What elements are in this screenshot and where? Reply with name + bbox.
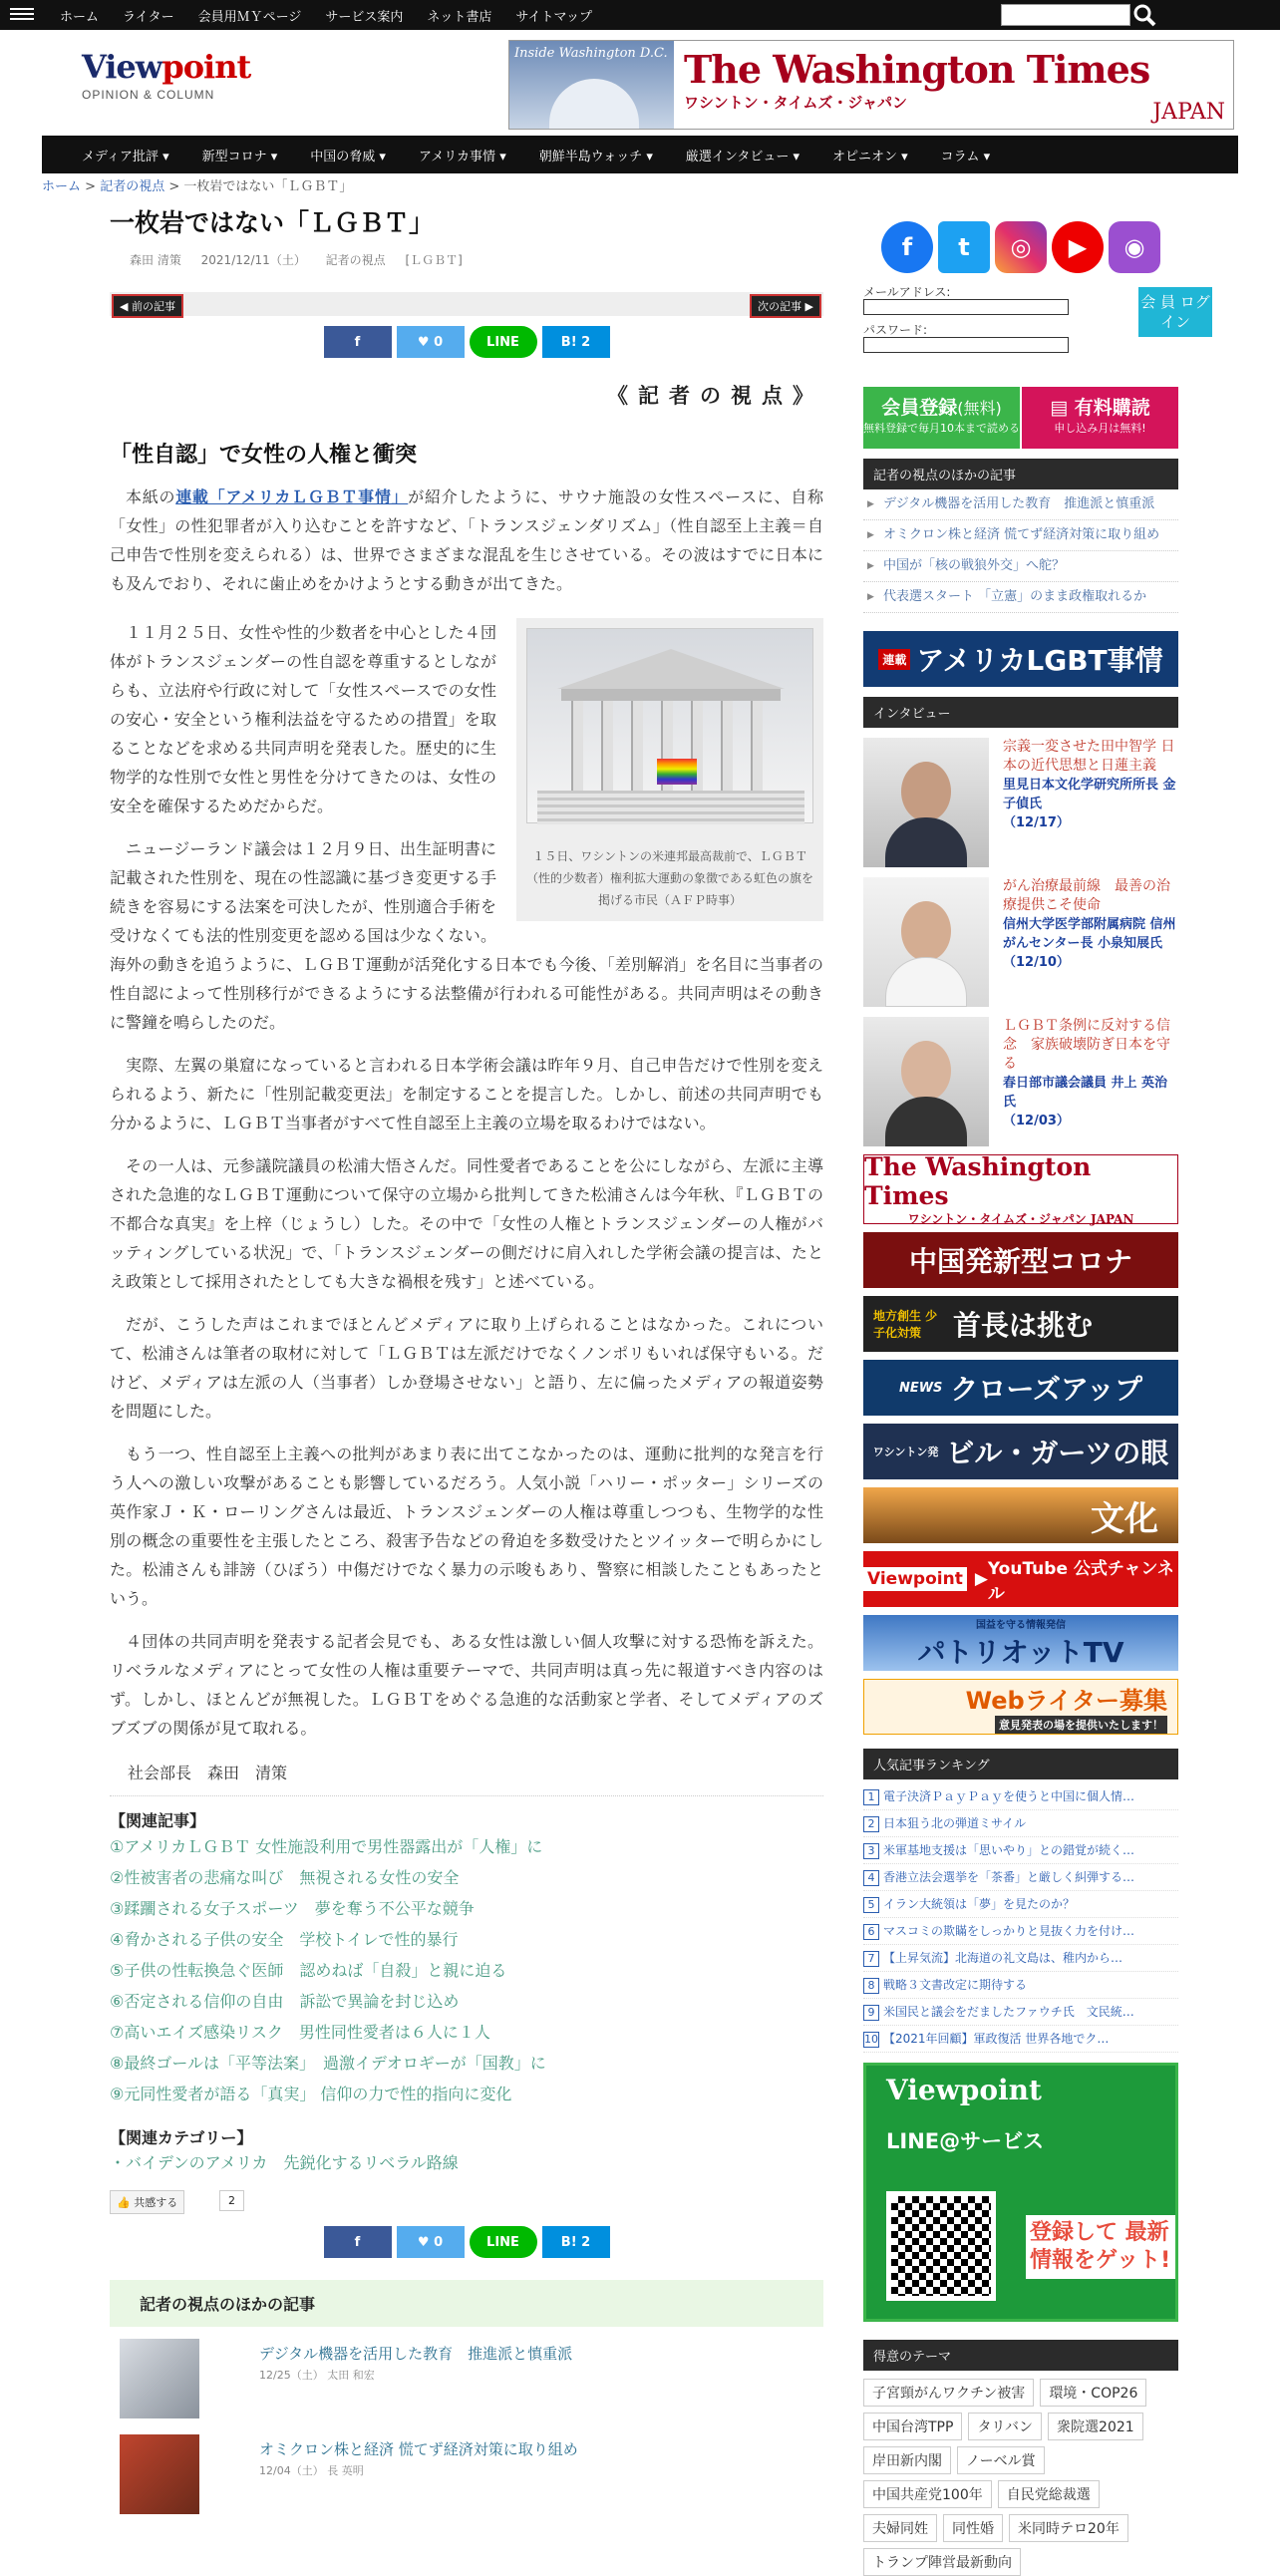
banner-japan: JAPAN (1152, 100, 1225, 125)
interview-date: （12/03） (1003, 1114, 1070, 1128)
search-button[interactable] (1130, 1, 1158, 29)
related-link[interactable]: ⑥否定される信仰の自由 訴訟で異論を封じ込め (110, 1992, 460, 2011)
top-link-bookstore[interactable]: ネット書店 (427, 9, 492, 25)
top-link-sitemap[interactable]: サイトマップ (515, 9, 592, 25)
interview-title[interactable]: がん治療最前線 最善の治療提供こそ使命 (1003, 878, 1170, 913)
line-service-banner[interactable] (863, 2063, 1178, 2322)
ranking-item[interactable] (863, 1864, 1178, 1891)
breadcrumb-current: 一枚岩ではない「ＬＧＢＴ」 (183, 179, 353, 194)
gertz-text: ビル・ガーツの眼 (946, 1437, 1169, 1469)
facebook-icon[interactable]: f (881, 221, 933, 273)
reg-tag: (無料) (957, 399, 1002, 418)
reg-big: 会員登録 (881, 397, 958, 419)
search-icon (1130, 1, 1158, 29)
more-article-date: 12/25（土） 太田 和宏 (259, 2369, 375, 2382)
corona-text: 中国発新型コロナ (908, 1245, 1132, 1278)
signature: 社会部長 森田 清策 (128, 1764, 288, 1782)
byline (130, 251, 823, 268)
date: 2021/12/11（土） (200, 253, 306, 267)
social-icons (863, 221, 1178, 273)
culture-text: 文化 (1091, 1498, 1158, 1539)
paragraph: だが、こうした声はこれまでほとんどメディアに取り上げられることはなかった。これについて、松浦さんは筆者の取材に対して「ＬＧＢＴは左派だけでなくノンポリもいれば保守もいる。だけど、メディアは左派の人（当事者）しか登場させない」と語り、左に偏ったメディアの報道姿勢を問題にした。 (110, 1315, 823, 1421)
themes-heading: 得意のテーマ (863, 2340, 1178, 2371)
top-bar (0, 0, 1280, 30)
twitter-count: 0 (434, 2234, 444, 2250)
more-article[interactable] (110, 2428, 823, 2518)
rank-number: 10 (864, 2033, 878, 2046)
rank-number: 5 (863, 1897, 879, 1913)
rank-number: 7 (863, 1951, 879, 1967)
related-category-link[interactable]: ・バイデンのアメリカ 先鋭化するリベラル路線 (110, 2153, 459, 2172)
interviewee-photo[interactable] (863, 738, 989, 867)
theme-tags (863, 2379, 1178, 2576)
interview-item[interactable] (863, 738, 1178, 867)
writer-sub: 意見発表の場を提供いたします！ (995, 1716, 1167, 1734)
twitter-icon: ♥ (417, 334, 435, 350)
breadcrumb-sep: > (81, 179, 101, 194)
yt-sub: Viewpoint (863, 1567, 967, 1591)
related-link[interactable]: ④脅かされる子供の安全 学校トイレで性的暴行 (110, 1930, 459, 1949)
breadcrumb-sep: > (164, 179, 184, 194)
line-share-button[interactable]: LINE (470, 326, 537, 358)
article-photo (516, 618, 823, 921)
p1-pre: 本紙の (126, 487, 176, 506)
banner-title: The Washington Times (684, 47, 1150, 92)
rainbow-flag-icon (657, 759, 697, 785)
web-writer-banner[interactable] (863, 1679, 1178, 1735)
line-cta: 登録して 最新情報をゲット! (1026, 2215, 1175, 2279)
mayor-text: 首長は挑む (953, 1309, 1094, 1342)
ranking-text: 電子決済ＰａｙＰａｙを使うと中国に個人情… (883, 1789, 1135, 1803)
ranking-item[interactable] (863, 1945, 1178, 1972)
photo-caption: １５日、ワシントンの米連邦最高裁前で、ＬＧＢＴ（性的少数者）権利拡大運動の象徴である虹色の旗を掲げる市民（ＡＦＰ時事） (526, 849, 814, 907)
breadcrumb-section[interactable]: 記者の視点 (100, 179, 165, 194)
closeup-sub: NEWS (898, 1380, 943, 1396)
bill-gertz-banner[interactable] (863, 1424, 1178, 1479)
top-link-writer[interactable]: ライター (123, 9, 174, 25)
side-other-heading: 記者の視点のほかの記事 (863, 459, 1178, 489)
page-title: 一枚岩ではない「ＬＧＢＴ」 (110, 208, 435, 237)
twitter-icon[interactable]: t (938, 221, 990, 273)
theme-tag[interactable]: 同性婚 (943, 2514, 1003, 2542)
youtube-banner[interactable] (863, 1551, 1178, 1607)
rank-number: 6 (863, 1924, 879, 1940)
side-other-link[interactable]: ▶ 中国が「核の戦狼外交」へ舵？ (863, 551, 1178, 582)
theme-tag[interactable]: タリバン (968, 2413, 1042, 2440)
theme-tag[interactable]: 中国共産党100年 (863, 2480, 992, 2508)
article-thumbnail[interactable] (120, 2339, 199, 2418)
prev-next-bar (110, 292, 823, 316)
ranking-item[interactable] (863, 1999, 1178, 2026)
interview-date: （12/17） (1003, 815, 1070, 830)
logo-subtitle: OPINION & COLUMN (82, 88, 215, 102)
article-thumbnail[interactable] (120, 2434, 199, 2514)
theme-tag[interactable]: 子宮頸がんワクチン被害 (863, 2379, 1034, 2407)
paragraph: 実際、左翼の巣窟になっていると言われる日本学術会議は昨年９月、自己申告だけで性別を変えられるよう、新たに「性別記載変更法」を制定することを提言した。しかし、前述の共同声明でも分かるように、ＬＧＢＴ当事者がすべて性自認至上主義の立場を取るわけではない。 (110, 1056, 823, 1132)
theme-tag[interactable]: 衆院選2021 (1048, 2413, 1143, 2440)
rank-number: 1 (863, 1789, 879, 1805)
series-name: アメリカLGBT事情 (916, 644, 1163, 677)
ranking-text: 香港立法会選挙を「茶番」と厳しく糾弾する… (883, 1870, 1135, 1884)
menu-icon[interactable] (10, 5, 34, 25)
ranking-item[interactable] (863, 1891, 1178, 1918)
ranking-heading: 人気記事ランキング (863, 1749, 1178, 1779)
side-other-link[interactable]: ▶ デジタル機器を活用した教育 推進派と慎重派 (863, 489, 1178, 520)
top-link-mypage[interactable]: 会員用ＭＹページ (197, 9, 302, 25)
share-bar-bottom (110, 2226, 823, 2258)
paragraph (110, 483, 823, 598)
nav-interview[interactable]: 厳選インタビュー ▾ (685, 149, 800, 164)
top-link-home[interactable]: ホーム (60, 9, 100, 25)
banner-inside-text: Inside Washington D.C. (514, 46, 668, 61)
side-other-link[interactable]: ▶ オミクロン株と経済 慌てず経済対策に取り組め (863, 520, 1178, 551)
paid-subscribe-button[interactable] (1022, 387, 1178, 449)
nav-corona[interactable]: 新型コロナ ▾ (201, 149, 278, 164)
paragraph: ４団体の共同声明を発表する記者会見でも、ある女性は激しい個人攻撃に対する恐怖を訴えた。リベラルなメディアにとって女性の人権は重要テーマで、共同声明は真っ先に報道すべき内容のはず。しかし、ほとんどが無視した。ＬＧＢＴをめぐる急進的な活動家と学者、そしてメディアのズブズブの関係が見て取れる。 (110, 1632, 823, 1738)
related-heading: 【関連記事】 (110, 1811, 206, 1830)
top-links (60, 0, 616, 30)
interviewee-photo[interactable] (863, 877, 989, 1007)
interview-title[interactable]: ＬＧＢＴ条例に反対する信念 家族破壊防ぎ日本を守る (1003, 1018, 1170, 1072)
related-link[interactable]: ⑦高いエイズ感染リスク 男性同性愛者は６人に１人 (110, 2023, 490, 2042)
washington-times-side-banner[interactable] (863, 1151, 1178, 1226)
password-field[interactable] (863, 337, 1069, 353)
free-register-button[interactable] (863, 387, 1020, 449)
email-label: メールアドレス: (863, 285, 951, 299)
line-share-button[interactable]: LINE (470, 2226, 537, 2258)
logo-text-b: point (161, 48, 251, 86)
more-article-date: 12/04（土） 長 英明 (259, 2464, 364, 2477)
interview-title[interactable]: 宗義一変させた田中智学 日本の近代思想と日蓮主義 (1003, 739, 1175, 774)
more-article-title[interactable]: デジタル機器を活用した教育 推進派と慎重派 (259, 2345, 573, 2363)
nav-korea[interactable]: 朝鮮半島ウォッチ ▾ (538, 149, 653, 164)
related-link[interactable]: ⑧最終ゴールは「平等法案」 過激イデオロギーが「国教」に (110, 2054, 546, 2073)
more-article[interactable] (110, 2333, 823, 2422)
podcast-icon[interactable]: ◉ (1109, 221, 1160, 273)
theme-tag[interactable]: 夫婦同姓 (863, 2514, 937, 2542)
facebook-share-button[interactable]: f (324, 326, 392, 358)
qr-code-icon (886, 2191, 996, 2301)
ranking-item[interactable] (863, 1972, 1178, 1999)
ranking-item[interactable] (863, 1810, 1178, 1837)
main-nav (42, 136, 1238, 173)
ranking-text: 【2021年回顧】軍政復活 世界各地でク… (883, 2032, 1110, 2046)
patriot-sub: 国益を守る情報発信 (976, 1619, 1066, 1631)
ranking-text: 米国民と議会をだましたファウチ氏 文民統… (883, 2005, 1134, 2019)
section-label: 《記者の視点》 (607, 383, 823, 408)
like-widget (110, 2190, 823, 2212)
twitter-icon: ♥ (417, 2234, 435, 2250)
theme-tag[interactable]: トランプ陣営最新動向 (863, 2548, 1021, 2576)
breadcrumb (42, 175, 352, 194)
mayor-banner[interactable] (863, 1296, 1178, 1352)
nav-column[interactable]: コラム ▾ (940, 149, 991, 164)
facebook-share-button[interactable]: f (324, 2226, 392, 2258)
interviewee: 信州大学医学部附属病院 信州がんセンター長 小泉知展氏 (1003, 917, 1176, 951)
interviewee-photo[interactable] (863, 1017, 989, 1146)
rank-number: 8 (863, 1978, 879, 1994)
ranking-item[interactable] (863, 2026, 1178, 2053)
login-button[interactable]: 会 員 ログイン (1138, 287, 1212, 337)
ranking-text: 【上昇気流】北海道の礼文島は、稚内から… (883, 1951, 1123, 1965)
related-link[interactable]: ⑤子供の性転換急ぐ医師 認めねば「自殺」と親に迫る (110, 1961, 507, 1980)
p1-post: が紹介したように、サウナ施設の女性スペースに、自称「女性」の性犯罪者が入り込むことを許すなど、「トランスジェンダリズム」（性自認至上主義＝自己申告で性別を変えられる）は、世界でさまざまな混乱を生じさせている。その波はすでに日本にも及んでおり、それに歯止めをかけようとする動きが出てきた。 (110, 487, 823, 593)
interview-date: （12/10） (1003, 955, 1070, 970)
closeup-text: クローズアップ (950, 1373, 1143, 1406)
interviewee: 春日部市議会議員 井上 英治氏 (1003, 1076, 1168, 1110)
share-bar (110, 326, 823, 358)
author[interactable]: 森田 清策 (130, 253, 181, 267)
more-articles-heading: 記者の視点のほかの記事 (110, 2280, 823, 2327)
hatena-share-button[interactable]: B! 2 (542, 326, 610, 358)
breadcrumb-home[interactable]: ホーム (42, 179, 82, 194)
lead-heading: 「性自認」で女性の人権と衝突 (110, 443, 418, 468)
patriot-text: パトリオットTV (917, 1635, 1124, 1669)
theme-tag[interactable]: 環境・COP26 (1040, 2379, 1146, 2407)
culture-banner[interactable] (863, 1487, 1178, 1543)
rank-number: 4 (863, 1870, 879, 1886)
category-link[interactable]: 記者の視点 (325, 253, 386, 267)
reg-sub: 無料登録で毎月10本まで読める (863, 422, 1020, 435)
nav-media[interactable]: メディア批評 ▾ (82, 149, 169, 164)
theme-tag[interactable]: 岸田新内閣 (863, 2446, 951, 2474)
rank-number: 3 (863, 1843, 879, 1859)
reg-big2: 有料購読 (1074, 397, 1150, 419)
twitter-share-button[interactable] (397, 326, 465, 358)
patriot-tv-banner[interactable] (863, 1615, 1178, 1671)
supreme-court-image[interactable] (526, 628, 813, 823)
next-article-button[interactable]: 次の記事 ▶ (750, 294, 821, 318)
theme-tag[interactable]: 中国台湾TPP (863, 2413, 962, 2440)
series-link[interactable]: 連載「アメリカＬＧＢＴ事情」 (175, 487, 409, 506)
related-link[interactable]: ③蹂躙される女子スポーツ 夢を奪う不公平な競争 (110, 1899, 475, 1918)
related-list (110, 1831, 823, 2109)
wt-side-sub: ワシントン・タイムズ・ジャパン JAPAN (907, 1211, 1134, 1226)
banner-jp-name: ワシントン・タイムズ・ジャパン (684, 94, 908, 112)
ranking-item[interactable] (863, 1918, 1178, 1945)
register-buttons (863, 387, 1178, 449)
site-logo[interactable] (82, 48, 251, 118)
ranking-item[interactable] (863, 1783, 1178, 1810)
youtube-icon: ▶ (974, 1569, 988, 1589)
theme-tag[interactable]: ノーベル賞 (957, 2446, 1045, 2474)
prev-article-button[interactable]: ◀ 前の記事 (112, 294, 183, 318)
related-link[interactable]: ①アメリカＬＧＢＴ 女性施設利用で男性器露出が「人権」に (110, 1837, 543, 1856)
corona-banner[interactable] (863, 1232, 1178, 1288)
tag-link[interactable]: [ＬＧＢＴ] (405, 253, 463, 267)
side-other-link[interactable]: ▶ 代表選スタート 「立憲」のまま政権取れるか (863, 582, 1178, 613)
youtube-icon[interactable]: ▶ (1052, 221, 1104, 273)
related-link[interactable]: ⑨元同性愛者が語る「真実」 信仰の力で性的指向に変化 (110, 2085, 512, 2103)
ranking-text: イラン大統領は「夢」を見たのか？ (883, 1897, 1076, 1911)
top-link-service[interactable]: サービス案内 (325, 9, 404, 25)
twitter-count: 0 (434, 334, 444, 350)
paragraph: １１月２５日、女性や性的少数者を中心とした４団体がトランスジェンダーの性自認を尊重するとしながらも、立法府や行政に対して「女性スペースでの女性の安心・安全という権利法益を守るための措置」を取ることなどを求める共同声明を発表した。歴史的に生物学的な性別で女性と男性を分けてきたのは、女性の安全を確保するためだからだ。 (110, 623, 496, 815)
document-icon: ▤ (1050, 397, 1075, 419)
ranking-list (863, 1783, 1178, 2053)
nav-china[interactable]: 中国の脅威 ▾ (310, 149, 386, 164)
interview-item[interactable] (863, 877, 1178, 1007)
line-title: Viewpoint (886, 2074, 1042, 2106)
interview-item[interactable] (863, 1017, 1178, 1146)
series-tag: 連載 (878, 649, 910, 670)
ranking-text: 戦略３文書改定に期待する (883, 1978, 1028, 1992)
yt-text: YouTube 公式チャンネル (987, 1559, 1174, 1604)
mayor-sub: 地方創生 少子化対策 (873, 1309, 938, 1340)
paragraph: ニュージーランド議会は１２月９日、出生証明書に記載された性別を、現在の性認識に基づき変更する手続きを容易にする法案を可決したが、性別適合手術を受けなくても法的性別変更を認める国は少なくない。海外の動きを追うように、ＬＧＢＴ運動が活発化する日本でも今後、「差別解消」を名目に当事者の性自認によって性別移行ができるようにする法整備が行われる可能性がある。共同声明はその動きに警鐘を鳴らしたのだ。 (110, 839, 823, 1032)
washington-times-banner[interactable] (508, 40, 1234, 130)
reg-sub2: 申し込み月は無料! (1054, 422, 1146, 435)
instagram-icon[interactable]: ◎ (995, 221, 1047, 273)
like-button[interactable]: 👍 共感する (110, 2190, 184, 2214)
search-input[interactable] (1001, 4, 1130, 26)
email-field[interactable] (863, 299, 1069, 315)
logo-text-a: View (82, 48, 162, 86)
theme-tag[interactable]: 自民党総裁選 (998, 2480, 1100, 2508)
password-label: パスワード: (863, 323, 928, 337)
lgbt-series-banner[interactable] (863, 631, 1178, 687)
ranking-text: 日本狙う北の弾道ミサイル (883, 1816, 1027, 1830)
closeup-banner[interactable] (863, 1360, 1178, 1416)
paragraph: もう一つ、性自認至上主義への批判があまり表に出てこなかったのは、運動に批判的な発言を行う人への激しい攻撃があることも影響しているだろう。人気小説「ハリー・ポッター」シリーズの英作家Ｊ・Ｋ・ローリングさんは最近、トランスジェンダーの人権は尊重しつつも、生物学的な性別の概念の重要性を主張したところ、殺害予告などの脅迫を多数受けたとツイッターで明らかにした。松浦さんも誹謗（ひぼう）中傷だけでなく暴力の示唆もあり、警察に相談したこともあったという。 (110, 1445, 823, 1608)
nav-america[interactable]: アメリカ事情 ▾ (418, 149, 506, 164)
paragraph: その一人は、元参議院議員の松浦大悟さんだ。同性愛者であることを公にしながら、左派に主導された急進的なＬＧＢＴ運動について保守の立場から批判してきた松浦さんは今年秋、『ＬＧＢＴの不都合な真実』を上梓（じょうし）した。その中で「女性の人権とトランスジェンダーの人権がバッティングしている状況」で、「トランスジェンダーの側だけに肩入れした学術会議の提言は、たとえ政策として採用されたとしても大きな禍根を残す」と述べている。 (110, 1156, 823, 1291)
nav-opinion[interactable]: オピニオン ▾ (832, 149, 908, 164)
rank-number: 2 (863, 1816, 879, 1832)
rank-number: 9 (863, 2005, 879, 2021)
interview-heading: インタビュー (863, 697, 1178, 728)
related-category-heading: 【関連カテゴリー】 (110, 2128, 253, 2147)
wt-side-title: The Washington Times (864, 1151, 1092, 1210)
sidebar (863, 199, 1210, 2576)
article-column (110, 199, 823, 2518)
ranking-item[interactable] (863, 1837, 1178, 1864)
related-link[interactable]: ②性被害者の悲痛な叫び 無視される女性の安全 (110, 1868, 460, 1887)
capitol-image (549, 79, 639, 129)
more-article-title[interactable]: オミクロン株と経済 慌てず経済対策に取り組め (259, 2440, 578, 2458)
gertz-sub: ワシントン発 (872, 1446, 939, 1458)
twitter-share-button[interactable] (397, 2226, 465, 2258)
ranking-text: マスコミの欺瞞をしっかりと見抜く力を付け… (883, 1924, 1135, 1938)
login-form (863, 283, 1210, 379)
side-other-list (863, 489, 1178, 613)
like-count: 2 (219, 2190, 244, 2211)
theme-tag[interactable]: 米同時テロ20年 (1009, 2514, 1128, 2542)
interviewee: 里見日本文化学研究所所長 金子偵氏 (1003, 778, 1176, 811)
line-service: LINE@サービス (886, 2129, 1045, 2153)
ranking-text: 米軍基地支援は「思いやり」との錯覚が続く… (883, 1843, 1135, 1857)
writer-text: Webライター募集 (965, 1686, 1167, 1715)
hatena-share-button[interactable]: B! 2 (542, 2226, 610, 2258)
